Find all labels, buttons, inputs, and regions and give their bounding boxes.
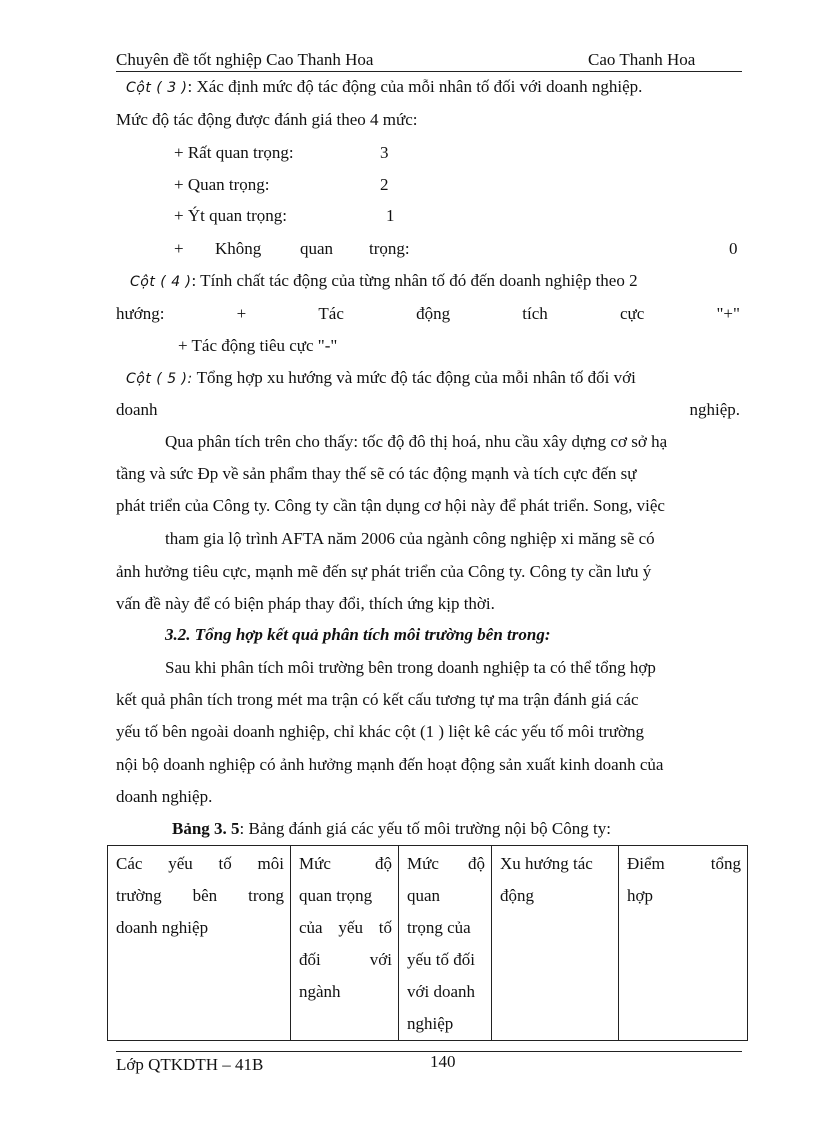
table-header-row <box>108 846 748 1041</box>
level-last-w1: Không <box>215 239 262 258</box>
header-cell-trend: Xu hướng tác động <box>492 846 619 1041</box>
level-last-value: 0 <box>729 239 738 258</box>
header-cell-company-importance: Mức độ quan trọng của yếu tố đối với doanh nghiệp <box>399 846 492 1041</box>
analysis-line: ảnh hưởng tiêu cực, mạnh mẽ đến sự phát triển của Công ty. Công ty cần lưu ý <box>116 562 652 581</box>
cot4-text: : Tính chất tác động của từng nhân tố đó đến doanh nghiệp theo 2 <box>191 271 638 290</box>
para-cot4-line3: + Tác động tiêu cực "-" <box>178 336 338 355</box>
word: động <box>416 304 451 323</box>
internal-line: Sau khi phân tích môi trường bên trong doanh nghiệp ta có thể tổng hợp <box>165 658 656 677</box>
analysis-line: vấn đề này để có biện pháp thay đổi, thích ứng kịp thời. <box>116 594 495 613</box>
header-cell-score: Điểm tổng hợp <box>619 846 748 1041</box>
page-number: 140 <box>430 1052 456 1071</box>
word: nghiệp. <box>689 400 740 419</box>
cot5-label: Cột ( 5 ): <box>126 371 193 387</box>
footer-class: Lớp QTKDTH – 41B <box>116 1055 264 1074</box>
analysis-line: Qua phân tích trên cho thấy: tốc độ đô thị hoá, nhu cầu xây dựng cơ sở hạ <box>165 432 668 451</box>
word: doanh <box>116 400 158 419</box>
level-last-w2: quan <box>300 239 334 258</box>
level-last-w3: trọng: <box>369 239 410 258</box>
footer-rule <box>116 1051 742 1052</box>
word: "+" <box>716 304 740 323</box>
para-cot3-line2: Mức độ tác động được đánh giá theo 4 mức: <box>116 110 418 129</box>
table-caption <box>172 819 611 839</box>
para-cot4-line1 <box>130 271 638 291</box>
cot3-text: : Xác định mức độ tác động của mỗi nhân tố đối với doanh nghiệp. <box>187 77 643 96</box>
analysis-line: phát triển của Công ty. Công ty cần tận dụng cơ hội này để phát triển. Song, việc <box>116 496 665 515</box>
para-cot4-line2 <box>116 304 740 324</box>
analysis-line: tham gia lộ trình AFTA năm 2006 của ngành công nghiệp xi măng sẽ có <box>165 529 655 548</box>
table-caption-label: Bảng 3. 5 <box>172 819 240 838</box>
level-label: + Ýt quan trọng: <box>174 206 287 225</box>
section-heading: 3.2. Tổng hợp kết quả phân tích môi trường bên trong: <box>165 625 551 644</box>
word: + <box>236 304 247 323</box>
level-value: 2 <box>380 175 389 194</box>
level-value: 1 <box>386 206 395 225</box>
internal-line: yếu tố bên ngoài doanh nghiệp, chỉ khác cột (1 ) liệt kê các yếu tố môi trường <box>116 722 645 741</box>
level-label: + Rất quan trọng: <box>174 143 294 162</box>
cot4-label: Cột ( 4 ) <box>130 274 192 290</box>
header-rule <box>116 71 742 72</box>
cot5-text: Tổng hợp xu hướng và mức độ tác động của mỗi nhân tố đối với <box>192 368 636 387</box>
cot3-label: Cột ( 3 ) <box>126 80 188 96</box>
word: Tác <box>318 304 344 323</box>
level-last-w0: + <box>174 239 184 258</box>
word: hướng: <box>116 304 165 323</box>
header-author: Cao Thanh Hoa <box>588 50 696 69</box>
evaluation-table <box>107 845 748 1041</box>
level-value: 3 <box>380 143 389 162</box>
para-cot5-line1 <box>126 368 636 388</box>
para-cot3-line1 <box>126 77 642 97</box>
analysis-line: tầng và sức Ðp về sản phẩm thay thế sẽ có tác động mạnh và tích cực đến sự <box>116 464 637 483</box>
header-cell-factors: Các yếu tố môi trường bên trong doanh nghiệp <box>108 846 291 1041</box>
header-title: Chuyên đề tốt nghiệp Cao Thanh Hoa <box>116 50 374 69</box>
internal-line: kết quả phân tích trong mét ma trận có kết cấu tương tự ma trận đánh giá các <box>116 690 639 709</box>
header-cell-industry-importance: Mức độ quan trọng của yếu tố đối với ngành <box>291 846 399 1041</box>
level-label: + Quan trọng: <box>174 175 270 194</box>
internal-line: doanh nghiệp. <box>116 787 213 806</box>
internal-line: nội bộ doanh nghiệp có ảnh hưởng mạnh đến hoạt động sản xuất kinh doanh của <box>116 755 664 774</box>
word: tích <box>522 304 548 323</box>
para-cot5-line2 <box>116 400 740 420</box>
word: cực <box>619 304 645 323</box>
table-caption-text: : Bảng đánh giá các yếu tố môi trường nội bộ Công ty: <box>239 819 611 838</box>
